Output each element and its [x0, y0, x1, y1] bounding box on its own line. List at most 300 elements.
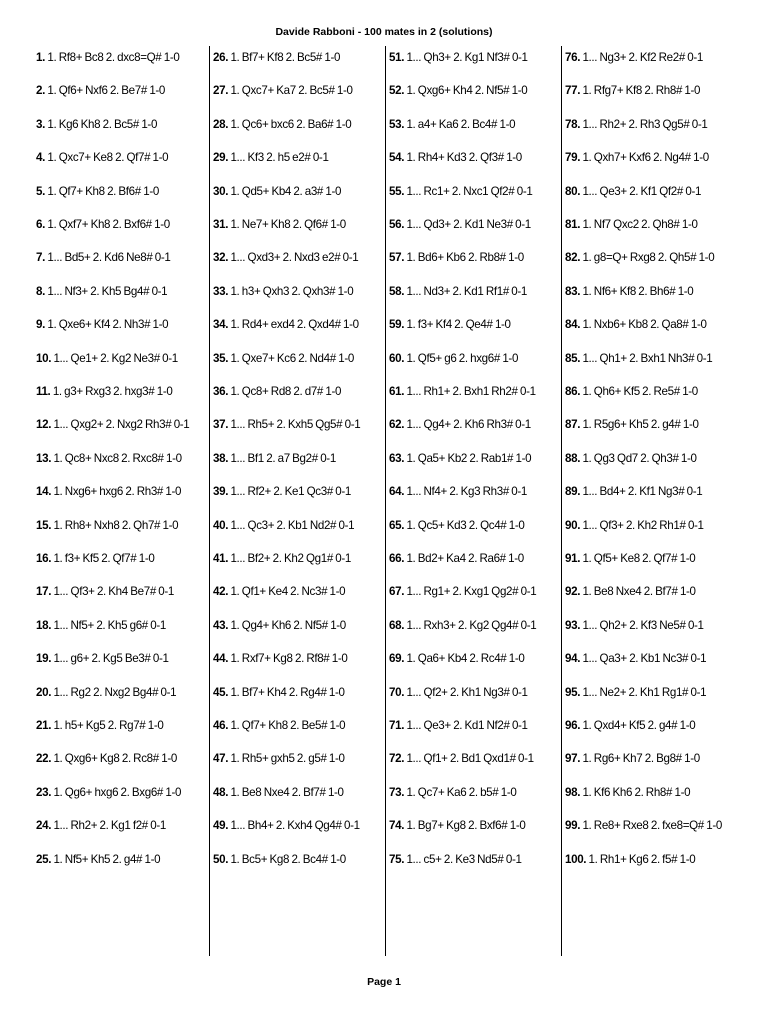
solution-entry: [32, 583, 208, 600]
solution-text: 1. g3+ Rxg3 2. hxg3# 1-0: [52, 385, 173, 398]
solution-entry: [386, 784, 561, 801]
solution-entry: [32, 116, 208, 133]
solution-text: 1. Re8+ Rxe8 2. fxe8=Q# 1-0: [582, 819, 722, 833]
problem-number: 95.: [565, 685, 581, 699]
problem-number: 24.: [36, 819, 52, 833]
solution-entry: [32, 817, 208, 834]
solution-text: 1... Qxg2+ 2. Nxg2 Rh3# 0-1: [53, 418, 190, 432]
solution-entry: [210, 550, 385, 567]
solution-entry: [386, 517, 561, 534]
problem-number: 100.: [565, 852, 587, 866]
solution-text: 1. Bd2+ Ka4 2. Ra6# 1-0: [406, 552, 524, 565]
problem-number: 66.: [389, 552, 405, 565]
solution-text: 1. Qf5+ Ke8 2. Qf7# 1-0: [582, 552, 696, 565]
solution-entry: [210, 851, 385, 868]
solution-text: 1... Qe3+ 2. Kd1 Nf2# 0-1: [406, 719, 528, 732]
problem-number: 86.: [565, 385, 581, 398]
solution-entry: [210, 283, 385, 300]
problem-number: 21.: [36, 719, 52, 732]
problem-number: 73.: [389, 785, 405, 799]
solution-text: 1. Rg6+ Kh7 2. Bg8# 1-0: [582, 752, 700, 766]
problem-number: 94.: [565, 652, 581, 666]
problem-number: 55.: [389, 184, 405, 198]
solution-entry: [210, 650, 385, 667]
problem-number: 64.: [389, 485, 405, 499]
solution-entry: [386, 149, 561, 166]
solution-entry: [32, 216, 208, 233]
solution-entry: [562, 650, 738, 667]
problem-number: 4.: [36, 151, 45, 165]
solution-text: 1... Qxd3+ 2. Nxd3 e2# 0-1: [230, 251, 359, 265]
solution-entry: [386, 82, 561, 99]
problem-number: 20.: [36, 685, 52, 699]
solution-entry: [210, 82, 385, 99]
problem-number: 60.: [389, 351, 405, 365]
solution-text: 1... Qe1+ 2. Kg2 Ne3# 0-1: [53, 351, 178, 365]
solution-text: 1. Qa5+ Kb2 2. Rab1# 1-0: [406, 451, 532, 465]
solution-entry: [386, 717, 561, 734]
solution-text: 1. Kg6 Kh8 2. Bc5# 1-0: [47, 117, 158, 131]
problem-number: 40.: [213, 518, 229, 532]
problem-number: 79.: [565, 151, 581, 165]
solution-entry: [32, 717, 208, 734]
solution-text: 1... Bd4+ 2. Kf1 Ng3# 0-1: [582, 485, 703, 499]
problem-number: 32.: [213, 251, 229, 265]
solution-text: 1... Qf3+ 2. Kh4 Be7# 0-1: [53, 585, 175, 599]
solution-entry: [562, 116, 738, 133]
problem-number: 63.: [389, 451, 405, 465]
solution-text: 1... Qe3+ 2. Kf1 Qf2# 0-1: [582, 184, 702, 198]
problem-number: 19.: [36, 652, 52, 666]
solution-text: 1... Rc1+ 2. Nxc1 Qf2# 0-1: [406, 184, 533, 198]
solution-text: 1. Nxg6+ hxg6 2. Rh3# 1-0: [53, 485, 182, 499]
solution-text: 1... Qc3+ 2. Kb1 Nd2# 0-1: [230, 518, 355, 532]
solution-entry: [562, 750, 738, 767]
solution-text: 1. Nf7 Qxc2 2. Qh8# 1-0: [582, 218, 698, 231]
solution-entry: [562, 416, 738, 433]
solution-entry: [386, 283, 561, 300]
solution-entry: [562, 283, 738, 300]
problem-number: 31.: [213, 218, 229, 231]
solutions-column-3: [385, 46, 561, 956]
solution-text: 1. Qc7+ Ka6 2. b5# 1-0: [406, 785, 517, 799]
solution-text: 1... Qh1+ 2. Bxh1 Nh3# 0-1: [582, 351, 713, 365]
solution-entry: [386, 684, 561, 701]
solution-text: 1... Rg2 2. Nxg2 Bg4# 0-1: [53, 685, 177, 699]
solution-text: 1... Qd3+ 2. Kd1 Ne3# 0-1: [406, 218, 531, 231]
solution-entry: [562, 216, 738, 233]
solution-text: 1. Ne7+ Kh8 2. Qf6# 1-0: [230, 218, 346, 231]
problem-number: 91.: [565, 552, 581, 565]
solution-entry: [210, 249, 385, 266]
solution-text: 1. Qg6+ hxg6 2. Bxg6# 1-0: [53, 785, 182, 799]
solution-entry: [32, 517, 208, 534]
solution-text: 1... Rxh3+ 2. Kg2 Qg4# 0-1: [406, 618, 537, 632]
solution-text: 1. Qxh7+ Kxf6 2. Ng4# 1-0: [582, 151, 709, 165]
problem-number: 57.: [389, 251, 405, 265]
problem-number: 75.: [389, 852, 405, 866]
solution-text: 1. Bd6+ Kb6 2. Rb8# 1-0: [406, 251, 524, 265]
problem-number: 97.: [565, 752, 581, 766]
solution-entry: [562, 82, 738, 99]
problem-number: 46.: [213, 719, 229, 732]
problem-number: 42.: [213, 585, 229, 599]
solution-entry: [210, 717, 385, 734]
solution-entry: [210, 416, 385, 433]
solution-entry: [210, 817, 385, 834]
problem-number: 2.: [36, 84, 45, 98]
solution-text: 1... Rh1+ 2. Bxh1 Rh2# 0-1: [406, 385, 536, 398]
solution-entry: [386, 49, 561, 66]
solution-entry: [32, 350, 208, 367]
solution-text: 1... Rf2+ 2. Ke1 Qc3# 0-1: [230, 485, 351, 499]
problem-number: 54.: [389, 151, 405, 165]
solution-text: 1. Rd4+ exd4 2. Qxd4# 1-0: [230, 318, 359, 332]
solution-entry: [562, 817, 738, 834]
solution-text: 1. Qxg6+ Kg8 2. Rc8# 1-0: [53, 752, 177, 766]
solution-text: 1... Qh2+ 2. Kf3 Ne5# 0-1: [582, 618, 704, 632]
solution-entry: [32, 784, 208, 801]
problem-number: 38.: [213, 451, 229, 465]
solution-entry: [562, 483, 738, 500]
solution-text: 1... Bf2+ 2. Kh2 Qg1# 0-1: [230, 552, 352, 565]
solution-entry: [32, 316, 208, 333]
problem-number: 58.: [389, 284, 405, 298]
problem-number: 92.: [565, 585, 581, 599]
problem-number: 10.: [36, 351, 52, 365]
solution-entry: [210, 216, 385, 233]
solution-entry: [562, 617, 738, 634]
problem-number: 27.: [213, 84, 229, 98]
solution-text: 1. Nf5+ Kh5 2. g4# 1-0: [53, 852, 161, 866]
problem-number: 35.: [213, 351, 229, 365]
solution-text: 1. Qf7+ Kh8 2. Bf6# 1-0: [47, 184, 159, 198]
problem-number: 16.: [36, 552, 52, 565]
solution-text: 1. Bg7+ Kg8 2. Bxf6# 1-0: [406, 819, 526, 833]
problem-number: 70.: [389, 685, 405, 699]
solution-text: 1. Qc8+ Rd8 2. d7# 1-0: [230, 385, 342, 398]
problem-number: 96.: [565, 719, 581, 732]
problem-number: 68.: [389, 618, 405, 632]
problem-number: 15.: [36, 518, 52, 532]
solution-text: 1... Rh5+ 2. Kxh5 Qg5# 0-1: [230, 418, 361, 432]
solution-entry: [386, 416, 561, 433]
problem-number: 3.: [36, 117, 45, 131]
solution-entry: [210, 684, 385, 701]
solution-text: 1... Rh2+ 2. Rh3 Qg5# 0-1: [582, 117, 708, 131]
solution-text: 1. Qxe7+ Kc6 2. Nd4# 1-0: [230, 351, 354, 365]
problem-number: 48.: [213, 785, 229, 799]
problem-number: 87.: [565, 418, 581, 432]
solution-text: 1. Rh4+ Kd3 2. Qf3# 1-0: [406, 151, 522, 165]
problem-number: 6.: [36, 218, 45, 231]
solution-entry: [562, 316, 738, 333]
solution-text: 1. Qf5+ g6 2. hxg6# 1-0: [406, 351, 519, 365]
solution-entry: [210, 450, 385, 467]
solution-entry: [562, 517, 738, 534]
problem-number: 80.: [565, 184, 581, 198]
solution-entry: [210, 116, 385, 133]
problem-number: 9.: [36, 318, 45, 332]
solution-entry: [386, 316, 561, 333]
solution-entry: [32, 383, 208, 400]
solution-entry: [32, 450, 208, 467]
solution-entry: [32, 684, 208, 701]
solution-text: 1... Ne2+ 2. Kh1 Rg1# 0-1: [582, 685, 707, 699]
problem-number: 37.: [213, 418, 229, 432]
solution-text: 1... Qg4+ 2. Kh6 Rh3# 0-1: [406, 418, 531, 432]
solution-entry: [562, 49, 738, 66]
problem-number: 23.: [36, 785, 52, 799]
problem-number: 51.: [389, 51, 405, 64]
problem-number: 53.: [389, 117, 405, 131]
solution-text: 1... Qf2+ 2. Kh1 Ng3# 0-1: [406, 685, 528, 699]
problem-number: 36.: [213, 385, 229, 398]
solution-entry: [210, 149, 385, 166]
solution-text: 1. a4+ Ka6 2. Bc4# 1-0: [406, 117, 516, 131]
solution-entry: [210, 383, 385, 400]
solution-text: 1. f3+ Kf4 2. Qe4# 1-0: [406, 318, 511, 332]
page-number: Page 1: [367, 976, 401, 988]
problem-number: 5.: [36, 184, 45, 198]
solution-entry: [32, 750, 208, 767]
solution-text: 1. Qxf7+ Kh8 2. Bxf6# 1-0: [47, 218, 170, 231]
solution-text: 1... Rh2+ 2. Kg1 f2# 0-1: [53, 819, 166, 833]
problem-number: 98.: [565, 785, 581, 799]
problem-number: 47.: [213, 752, 229, 766]
solution-text: 1. Rh1+ Kg6 2. f5# 1-0: [588, 852, 696, 866]
solution-text: 1... c5+ 2. Ke3 Nd5# 0-1: [406, 852, 522, 866]
solution-entry: [386, 249, 561, 266]
problem-number: 50.: [213, 852, 229, 866]
problem-number: 39.: [213, 485, 229, 499]
problem-number: 45.: [213, 685, 229, 699]
solution-entry: [562, 550, 738, 567]
solution-text: 1... Bd5+ 2. Kd6 Ne8# 0-1: [47, 251, 171, 265]
solution-entry: [32, 149, 208, 166]
solution-text: 1. Kf6 Kh6 2. Rh8# 1-0: [582, 785, 691, 799]
solution-text: 1... Qf3+ 2. Kh2 Rh1# 0-1: [582, 518, 704, 532]
solution-entry: [386, 617, 561, 634]
solution-text: 1. Qc5+ Kd3 2. Qc4# 1-0: [406, 518, 525, 532]
problem-number: 43.: [213, 618, 229, 632]
solution-entry: [562, 851, 738, 868]
problem-number: 8.: [36, 284, 45, 298]
problem-number: 22.: [36, 752, 52, 766]
problem-number: 93.: [565, 618, 581, 632]
problem-number: 59.: [389, 318, 405, 332]
solution-entry: [210, 483, 385, 500]
solution-entry: [562, 149, 738, 166]
problem-number: 81.: [565, 218, 581, 231]
solution-text: 1. Nf6+ Kf8 2. Bh6# 1-0: [582, 284, 694, 298]
solution-entry: [32, 550, 208, 567]
problem-number: 1.: [36, 51, 45, 64]
solution-entry: [386, 350, 561, 367]
solution-entry: [386, 650, 561, 667]
solution-entry: [32, 183, 208, 200]
solution-entry: [562, 249, 738, 266]
solution-entry: [386, 450, 561, 467]
solution-text: 1... Qa3+ 2. Kb1 Nc3# 0-1: [582, 652, 707, 666]
problem-number: 74.: [389, 819, 405, 833]
problem-number: 34.: [213, 318, 229, 332]
solution-entry: [562, 684, 738, 701]
solution-text: 1. Qh6+ Kf5 2. Re5# 1-0: [582, 385, 698, 398]
solution-entry: [32, 650, 208, 667]
solution-entry: [386, 383, 561, 400]
solution-text: 1. Qc8+ Nxc8 2. Rxc8# 1-0: [53, 451, 182, 465]
solution-text: 1... Nd3+ 2. Kd1 Rf1# 0-1: [406, 284, 528, 298]
solution-entry: [562, 383, 738, 400]
problem-number: 52.: [389, 84, 405, 98]
solution-text: 1. Rfg7+ Kf8 2. Rh8# 1-0: [582, 84, 701, 98]
solution-text: 1. Bc5+ Kg8 2. Bc4# 1-0: [230, 852, 346, 866]
problem-number: 56.: [389, 218, 405, 231]
solution-text: 1. Qg4+ Kh6 2. Nf5# 1-0: [230, 618, 346, 632]
solution-entry: [210, 784, 385, 801]
solution-text: 1... Bh4+ 2. Kxh4 Qg4# 0-1: [230, 819, 360, 833]
problem-number: 33.: [213, 284, 229, 298]
solution-entry: [32, 416, 208, 433]
solution-entry: [386, 216, 561, 233]
solution-text: 1. f3+ Kf5 2. Qf7# 1-0: [53, 552, 155, 565]
solution-text: 1. Bf7+ Kh4 2. Rg4# 1-0: [230, 685, 345, 699]
solution-text: 1... Qh3+ 2. Kg1 Nf3# 0-1: [406, 51, 528, 64]
solution-text: 1. Be8 Nxe4 2. Bf7# 1-0: [582, 585, 696, 599]
problem-number: 77.: [565, 84, 581, 98]
problem-number: 69.: [389, 652, 405, 666]
solution-entry: [32, 617, 208, 634]
solution-entry: [32, 82, 208, 99]
solution-entry: [562, 784, 738, 801]
solution-entry: [210, 183, 385, 200]
solution-text: 1... Rg1+ 2. Kxg1 Qg2# 0-1: [406, 585, 537, 599]
solution-text: 1. Rxf7+ Kg8 2. Rf8# 1-0: [230, 652, 348, 666]
solution-entry: [32, 851, 208, 868]
solution-entry: [210, 617, 385, 634]
solution-text: 1. Be8 Nxe4 2. Bf7# 1-0: [230, 785, 344, 799]
problem-number: 72.: [389, 752, 405, 766]
solution-entry: [562, 450, 738, 467]
problem-number: 7.: [36, 251, 45, 265]
problem-number: 14.: [36, 485, 52, 499]
solution-text: 1... Nf4+ 2. Kg3 Rh3# 0-1: [406, 485, 528, 499]
problem-number: 29.: [213, 151, 229, 165]
problem-number: 62.: [389, 418, 405, 432]
solutions-column-1: [32, 46, 208, 956]
solutions-table: [32, 46, 738, 956]
solution-text: 1. Rf8+ Bc8 2. dxc8=Q# 1-0: [47, 51, 180, 64]
solution-text: 1. Bf7+ Kf8 2. Bc5# 1-0: [230, 51, 341, 64]
solution-text: 1. Qc6+ bxc6 2. Ba6# 1-0: [230, 117, 352, 131]
solution-entry: [32, 283, 208, 300]
solution-entry: [210, 49, 385, 66]
problem-number: 28.: [213, 117, 229, 131]
problem-number: 78.: [565, 117, 581, 131]
solution-text: 1. Qf6+ Nxf6 2. Be7# 1-0: [47, 84, 166, 98]
solution-entry: [386, 750, 561, 767]
solution-text: 1... g6+ 2. Kg5 Be3# 0-1: [53, 652, 169, 666]
problem-number: 84.: [565, 318, 581, 332]
solution-text: 1. R5g6+ Kh5 2. g4# 1-0: [582, 418, 699, 432]
solution-text: 1. Qxc7+ Ke8 2. Qf7# 1-0: [47, 151, 169, 165]
problem-number: 18.: [36, 618, 52, 632]
solution-text: 1. Qxe6+ Kf4 2. Nh3# 1-0: [47, 318, 169, 332]
problem-number: 82.: [565, 251, 581, 265]
solution-entry: [32, 49, 208, 66]
solution-entry: [386, 550, 561, 567]
solution-entry: [210, 517, 385, 534]
solution-text: 1... Kf3 2. h5 e2# 0-1: [230, 151, 329, 165]
solution-text: 1. Rh8+ Nxh8 2. Qh7# 1-0: [53, 518, 179, 532]
solution-text: 1. Rh5+ gxh5 2. g5# 1-0: [230, 752, 345, 766]
solution-entry: [210, 750, 385, 767]
solutions-column-4: [561, 46, 738, 956]
solution-text: 1. Qf7+ Kh8 2. Be5# 1-0: [230, 719, 346, 732]
solution-entry: [562, 717, 738, 734]
solution-text: 1. h3+ Qxh3 2. Qxh3# 1-0: [230, 284, 354, 298]
problem-number: 26.: [213, 51, 229, 64]
solution-text: 1. Qxd4+ Kf5 2. g4# 1-0: [582, 719, 696, 732]
problem-number: 89.: [565, 485, 581, 499]
solution-text: 1... Qf1+ 2. Bd1 Qxd1# 0-1: [406, 752, 534, 766]
solution-entry: [562, 350, 738, 367]
solutions-column-2: [209, 46, 385, 956]
solution-entry: [386, 583, 561, 600]
problem-number: 30.: [213, 184, 229, 198]
solution-entry: [562, 583, 738, 600]
solution-text: 1. Qg3 Qd7 2. Qh3# 1-0: [582, 451, 697, 465]
problem-number: 99.: [565, 819, 581, 833]
problem-number: 61.: [389, 385, 405, 398]
problem-number: 83.: [565, 284, 581, 298]
problem-number: 11.: [36, 385, 51, 398]
solution-text: 1. Qa6+ Kb4 2. Rc4# 1-0: [406, 652, 525, 666]
solution-text: 1... Nf3+ 2. Kh5 Bg4# 0-1: [47, 284, 168, 298]
solution-text: 1... Nf5+ 2. Kh5 g6# 0-1: [53, 618, 166, 632]
solution-text: 1. Qxc7+ Ka7 2. Bc5# 1-0: [230, 84, 353, 98]
solution-text: 1. g8=Q+ Rxg8 2. Qh5# 1-0: [582, 251, 715, 265]
solution-text: 1... Bf1 2. a7 Bg2# 0-1: [230, 451, 336, 465]
solution-entry: [386, 851, 561, 868]
problem-number: 25.: [36, 852, 52, 866]
solution-entry: [210, 583, 385, 600]
problem-number: 65.: [389, 518, 405, 532]
solution-entry: [386, 183, 561, 200]
solution-entry: [386, 817, 561, 834]
solution-entry: [386, 116, 561, 133]
solution-text: 1. Nxb6+ Kb8 2. Qa8# 1-0: [582, 318, 707, 332]
problem-number: 88.: [565, 451, 581, 465]
solution-entry: [210, 316, 385, 333]
problem-number: 76.: [565, 51, 581, 64]
problem-number: 12.: [36, 418, 52, 432]
solution-entry: [32, 483, 208, 500]
problem-number: 49.: [213, 819, 229, 833]
problem-number: 44.: [213, 652, 229, 666]
solution-text: 1. Qf1+ Ke4 2. Nc3# 1-0: [230, 585, 346, 599]
problem-number: 41.: [213, 552, 229, 565]
problem-number: 71.: [389, 719, 405, 732]
page-title: Davide Rabboni - 100 mates in 2 (solutions): [275, 26, 493, 38]
problem-number: 85.: [565, 351, 581, 365]
solution-text: 1... Ng3+ 2. Kf2 Re2# 0-1: [582, 51, 704, 64]
problem-number: 90.: [565, 518, 581, 532]
solution-entry: [386, 483, 561, 500]
solution-entry: [562, 183, 738, 200]
solution-text: 1. Qxg6+ Kh4 2. Nf5# 1-0: [406, 84, 528, 98]
